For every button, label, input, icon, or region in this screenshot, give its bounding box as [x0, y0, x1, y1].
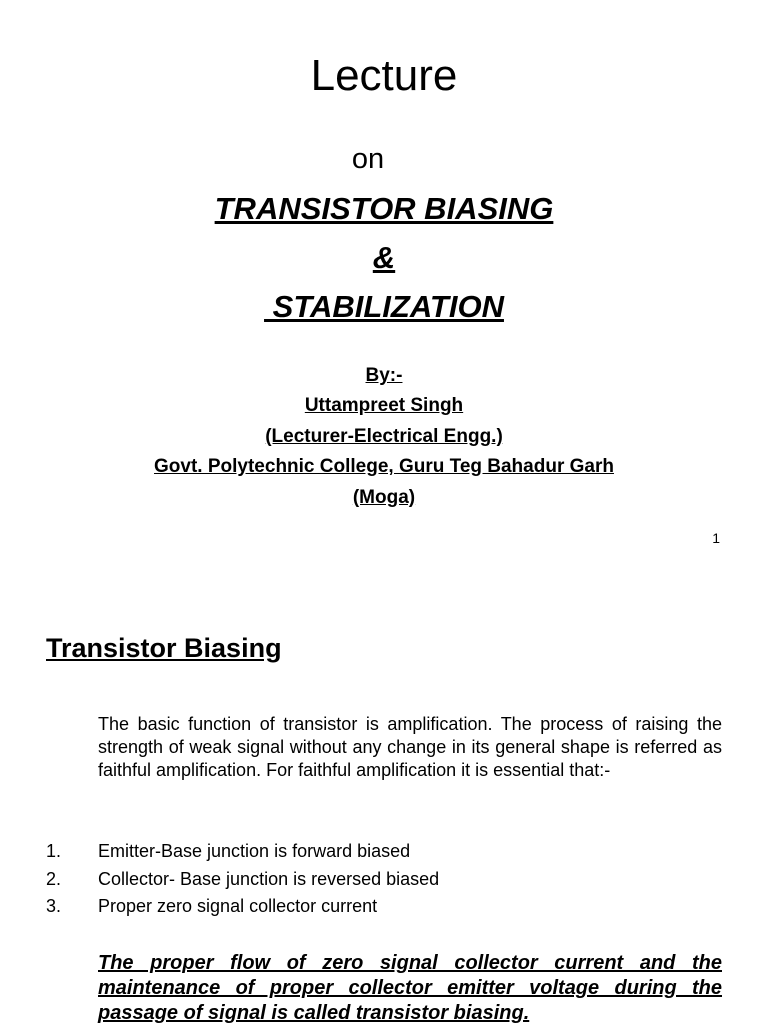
by-label: By:- [365, 365, 403, 386]
list-item [46, 838, 726, 866]
list-item [46, 893, 726, 921]
list-item-text: Collector- Base junction is reversed biased [98, 868, 440, 889]
on-text: on [351, 143, 385, 175]
title-line-2-text: & [372, 240, 396, 275]
definition-emphasis: The proper flow of zero signal collector current and the maintenance of proper collector emitter voltage during the passage of signal is called transistor biasing. [98, 952, 722, 1024]
requirements-list [46, 838, 726, 921]
list-item-number: 2. [46, 868, 62, 889]
list-item-text: Emitter-Base junction is forward biased [98, 841, 411, 861]
author-name: Uttampreet Singh [304, 395, 464, 416]
list-item-number: 3. [46, 896, 62, 916]
author-location: (Moga) [352, 487, 416, 508]
title-line-transistor-biasing [0, 189, 768, 229]
section-heading: Transistor Biasing [46, 633, 282, 663]
title-line-3-text: STABILIZATION [264, 289, 504, 324]
lecture-heading: Lecture [310, 51, 458, 100]
author-designation: (Lecturer-Electrical Engg.) [265, 426, 503, 447]
list-item-text: Proper zero signal collector current [98, 896, 378, 916]
list-item-number: 1. [46, 841, 62, 861]
title-line-1-text: TRANSISTOR BIASING [214, 191, 554, 226]
author-institution: Govt. Polytechnic College, Guru Teg Bahadur Garh [154, 456, 614, 477]
intro-paragraph: The basic function of transistor is amplification. The process of raising the strength of weak signal without any change in its general shape is referred as faithful amplification. For faithful amplification it is essential that:- [98, 714, 722, 780]
title-line-ampersand [0, 238, 768, 278]
list-item [46, 866, 726, 894]
page-number: 1 [712, 530, 720, 546]
title-line-stabilization [0, 287, 768, 327]
